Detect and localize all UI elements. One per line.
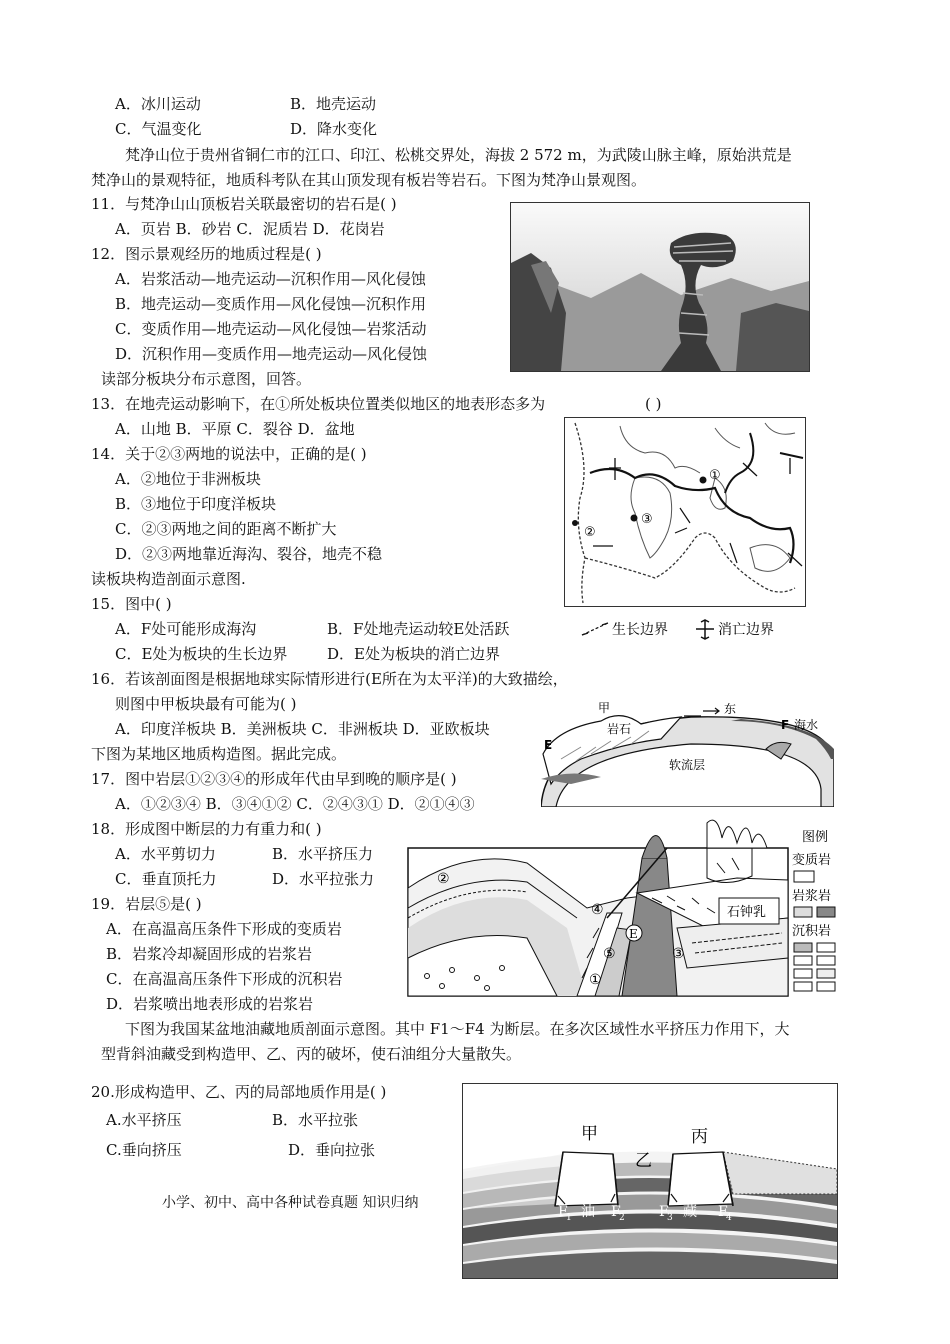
fault-f3: F: [659, 1204, 669, 1220]
intro-oil-line1: 下图为我国某盆地油藏地质剖面示意图。其中 F1～F4 为断层。在多次区域性水平挤压力作用下，大: [125, 1020, 790, 1038]
q14-option-b: B．③地位于印度洋板块: [115, 495, 277, 513]
fault-f4: F: [718, 1204, 728, 1220]
q13-stem: 13．在地壳运动影响下，在①所处板块位置类似地区的地表形态多为: [91, 395, 546, 413]
intro-section: 读板块构造剖面示意图.: [91, 570, 246, 588]
geologic-structure-diagram: [407, 818, 843, 998]
q10-option-b: B．地壳运动: [290, 95, 377, 113]
section-label-east: 东: [724, 702, 737, 716]
q15-stem: 15．图中( ): [91, 595, 172, 613]
q17-stem: 17．图中岩层①②③④的形成年代由早到晚的顺序是( ): [91, 770, 457, 788]
section-label-sea: 海水: [794, 718, 819, 732]
q19-option-d: D．岩浆喷出地表形成的岩浆岩: [106, 995, 314, 1013]
q20-option-d: D．垂向拉张: [288, 1141, 376, 1159]
q16-options: A．印度洋板块 B．美洲板块 C．非洲板块 D．亚欧板块: [115, 720, 490, 738]
q20-stem: 20.形成构造甲、乙、丙的局部地质作用是( ): [91, 1083, 387, 1101]
oil-label-jia: 甲: [581, 1124, 598, 1144]
section-label-rock: 岩石: [607, 722, 632, 736]
intro-oil-line2: 型背斜油藏受到构造甲、乙、丙的破坏，使石油组分大量散失。: [101, 1045, 522, 1063]
oil-label-bing: 丙: [691, 1127, 708, 1147]
q14-option-d: D．②③两地靠近海沟、裂谷，地壳不稳: [115, 545, 383, 563]
q14-option-c: C．②③两地之间的距离不断扩大: [115, 520, 337, 538]
oil-reservoir-section-diagram: [462, 1083, 838, 1279]
intro-fanjing-line1: 梵净山位于贵州省铜仁市的江口、印江、松桃交界处，海拔 2 572 m，为武陵山脉主峰，原始洪荒是: [125, 146, 792, 164]
q10-option-c: C．气温变化: [115, 120, 202, 138]
plate-boundary-legend: [578, 617, 808, 643]
q12-option-a: A．岩浆活动—地壳运动—沉积作用—风化侵蚀: [115, 270, 426, 288]
geo-label-cave: 石钟乳: [727, 905, 767, 920]
q19-option-b: B．岩浆冷却凝固形成的岩浆岩: [106, 945, 313, 963]
plate-section-diagram: [541, 699, 834, 807]
q18-option-b: B．水平挤压力: [272, 845, 374, 863]
q16-stem-line1: 16．若该剖面图是根据地球实际情形进行(E所在为太平洋)的大致描绘，: [91, 670, 568, 688]
q18-stem: 18．形成图中断层的力有重力和( ): [91, 820, 322, 838]
intro-geo: 下图为某地区地质构造图。据此完成。: [91, 745, 347, 763]
legend-grow-boundary: 生长边界: [612, 622, 668, 638]
q15-option-d: D．E处为板块的消亡边界: [327, 645, 500, 663]
q12-stem: 12．图示景观经历的地质过程是( ): [91, 245, 322, 263]
q12-option-c: C．变质作用—地壳运动—风化侵蚀—岩浆活动: [115, 320, 427, 338]
fault-f4-sub: 4: [726, 1213, 732, 1223]
oil-label-you: 油: [581, 1204, 595, 1220]
q19-stem: 19．岩层⑤是( ): [91, 895, 202, 913]
intro-plates: 读部分板块分布示意图，回答。: [101, 370, 312, 388]
q13-answer-paren: ( ): [645, 395, 662, 413]
footer-note: 小学、初中、高中各种试卷真题 知识归纳: [162, 1195, 419, 1211]
map-mark-1: ①: [709, 468, 721, 483]
q15-option-c: C．E处为板块的生长边界: [115, 645, 288, 663]
q15-option-b: B．F处地壳运动较E处活跃: [327, 620, 510, 638]
q11-stem: 11．与梵净山山顶板岩关联最密切的岩石是( ): [91, 195, 397, 213]
geo-label-4: ④: [591, 902, 604, 918]
q15-option-a: A．F处可能形成海沟: [115, 620, 257, 638]
section-label-e: E: [544, 738, 553, 752]
geo-legend-title: 图例: [802, 830, 829, 845]
q18-option-c: C．垂直顶托力: [115, 870, 217, 888]
q16-stem-line2: 则图中甲板块最有可能为( ): [115, 695, 297, 713]
q12-option-d: D．沉积作用—变质作用—地壳运动—风化侵蚀: [115, 345, 428, 363]
q11-options: A．页岩 B．砂岩 C．泥质岩 D．花岗岩: [115, 220, 385, 238]
fault-f1: F: [558, 1204, 568, 1220]
legend-die-boundary: 消亡边界: [718, 622, 774, 638]
q20-option-a: A.水平挤压: [106, 1111, 182, 1129]
geo-label-5: ⑤: [603, 946, 616, 962]
q14-option-a: A．②地位于非洲板块: [115, 470, 261, 488]
oil-label-yi: 乙: [635, 1151, 652, 1171]
q10-option-a: A．冰川运动: [115, 95, 201, 113]
geo-legend-meta: 变质岩: [792, 853, 832, 868]
geo-label-3: ③: [672, 946, 685, 962]
q19-option-a: A．在高温高压条件下形成的变质岩: [106, 920, 342, 938]
geo-label-e: E: [629, 927, 638, 941]
intro-fanjing-line2: 梵净山的景观特征，地质科考队在其山顶发现有板岩等岩石。下图为梵净山景观图。: [91, 171, 647, 189]
q14-stem: 14．关于②③两地的说法中，正确的是( ): [91, 445, 367, 463]
section-label-soft-layer: 软流层: [669, 758, 706, 772]
plate-distribution-map: [564, 417, 806, 607]
q18-option-d: D．水平拉张力: [272, 870, 375, 888]
map-mark-3: ③: [641, 512, 653, 527]
q17-options: A．①②③④ B．③④①② C．②④③① D．②①④③: [115, 795, 475, 813]
fault-f1-sub: 1: [566, 1213, 572, 1223]
fault-f3-sub: 3: [667, 1213, 673, 1223]
fault-f2-sub: 2: [619, 1213, 625, 1223]
q18-option-a: A．水平剪切力: [115, 845, 216, 863]
q20-option-b: B．水平拉张: [272, 1111, 359, 1129]
q13-options: A．山地 B．平原 C．裂谷 D．盆地: [115, 420, 355, 438]
q20-option-c: C.垂向挤压: [106, 1141, 182, 1159]
section-label-f: F: [781, 718, 790, 732]
geo-legend-sed: 沉积岩: [792, 924, 832, 939]
fault-f2: F: [611, 1204, 621, 1220]
fanjing-landscape-photo: [510, 202, 810, 372]
q19-option-c: C．在高温高压条件下形成的沉积岩: [106, 970, 343, 988]
section-label-jia: 甲: [598, 701, 611, 715]
q10-option-d: D．降水变化: [290, 120, 378, 138]
q12-option-b: B．地壳运动—变质作用—风化侵蚀—沉积作用: [115, 295, 427, 313]
geo-label-2: ②: [437, 871, 450, 887]
map-mark-2: ②: [584, 525, 596, 540]
oil-label-cang: 藏: [683, 1204, 697, 1220]
geo-legend-mag: 岩浆岩: [792, 889, 832, 904]
geo-label-1: ①: [589, 972, 602, 988]
